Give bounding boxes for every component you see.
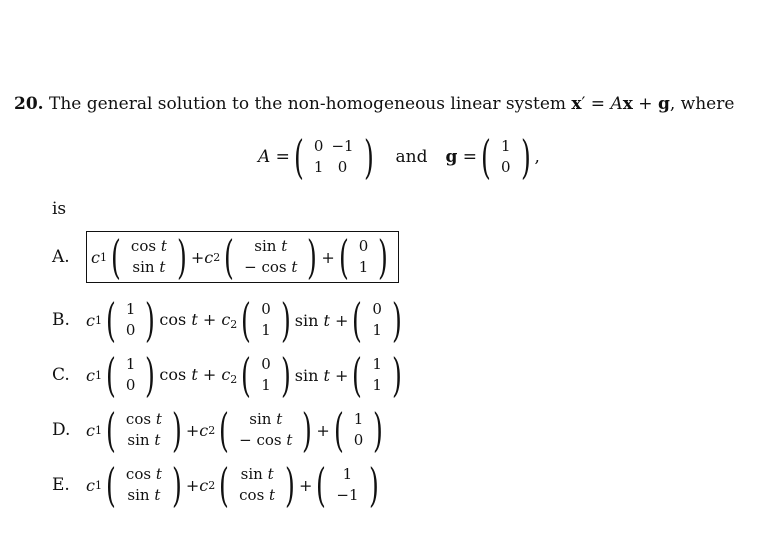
choice-B[interactable]: B. c 1 ( 1 0 ) $\cos t + c_2$ ( 0 1 ) sin t + ( 0 1 ) (52, 293, 402, 347)
choice-A-box: c 1 ( cos t sin t ) + c 2 ( sin t − cos t ) + ( 0 1 ) (86, 231, 399, 283)
definitions: A = ( 0 −1 1 0 ) and g = ( 1 0 ) , (258, 130, 540, 184)
is-word: is (52, 199, 67, 219)
choice-label: C. (52, 365, 70, 385)
choice-label: D. (52, 420, 71, 440)
choice-E[interactable]: E. c 1 ( cos t sin t ) + c 2 ( sin t cos t ) + ( 1 −1 ) (52, 458, 379, 512)
question-intro: The general solution to the non-homogeneous linear system (48, 94, 566, 114)
choice-A[interactable] (52, 231, 399, 283)
system-equation: x′ = Ax + g (571, 94, 670, 114)
and-word: and (395, 147, 428, 167)
choice-C[interactable]: C. c 1 ( 1 0 ) $\cos t + c_2$ ( 0 1 ) sin t + ( 1 1 ) (52, 348, 402, 402)
choice-label: E. (52, 475, 70, 495)
question-text: 20. The general solution to the non-homogeneous linear system x′ = Ax + g, where (14, 94, 735, 114)
choice-label: B. (52, 310, 70, 330)
matrix-A-label: A = (258, 147, 290, 167)
vector-g: ( 1 0 ) (481, 130, 531, 184)
vector-g-label: g = (445, 147, 478, 167)
matrix-A: ( 0 −1 1 0 ) (293, 130, 374, 184)
choice-label: A. (52, 247, 70, 267)
question-number: 20. (14, 94, 44, 114)
choice-D[interactable]: D. c 1 ( cos t sin t ) + c 2 ( sin t − cos t ) + ( 1 0 ) (52, 403, 384, 457)
